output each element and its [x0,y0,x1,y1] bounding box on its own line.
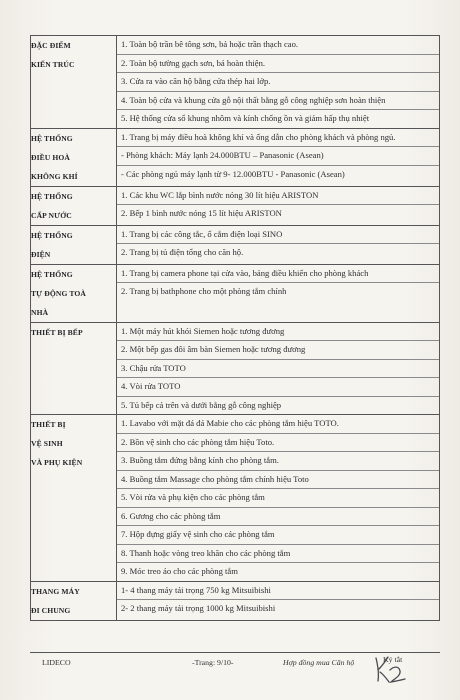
footer-company: LIDECO [42,658,71,667]
spec-item: 1. Lavabo với mặt đá đá Mabie cho các phòng tắm hiệu TOTO. [117,415,439,434]
spec-item: 1. Trang bị camera phone tại cửa vào, bảng điều khiển cho phòng khách [117,265,439,284]
spec-item: - Phòng khách: Máy lạnh 24.000BTU – Panasonic (Asean) [117,147,439,166]
spec-item: 7. Hộp đựng giấy vệ sinh cho các phòng tắm [117,526,439,545]
section-row [31,264,440,322]
section-heading-line: HỆ THỐNG [31,230,73,240]
spec-item: 5. Vòi rửa và phụ kiện cho các phòng tắm [117,489,439,508]
spec-item: 6. Gương cho các phòng tắm [117,508,439,527]
section-heading-line: THIẾT BỊ [31,420,66,429]
section-row [31,415,440,582]
spec-item: 2. Một bếp gas đôi âm bàn Siemen hoặc tương đương [117,341,439,360]
section-heading-line: CẤP NƯỚC [31,210,72,220]
section-heading-line: HỆ THỐNG [31,133,73,143]
spec-item: 2. Bồn vệ sinh cho các phòng tắm hiệu Toto. [117,434,439,453]
spec-item: 2. Toàn bộ tường gạch sơn, bả hoàn thiện. [117,55,439,74]
section-heading-line: ĐI CHUNG [31,605,71,615]
spec-item: 2- 2 thang máy tải trọng 1000 kg Mitsuibishi [121,603,276,613]
section-row [31,36,440,129]
spec-item: 2. Trang bị bathphone cho một phòng tắm chính [121,286,287,296]
spec-item: 1. Các khu WC lắp bình nước nóng 30 lít hiệu ARISTON [117,187,439,206]
specification-table [30,35,440,621]
section-row [31,581,440,620]
spec-item: 4. Vòi rửa TOTO [117,378,439,397]
footer-document-title: Hợp đồng mua Căn hộ [283,658,355,667]
section-heading-line: ĐIỀU HOÀ [31,152,70,162]
section-heading-line: KIẾN TRÚC [31,60,75,69]
spec-item: 1. Trang bị các công tắc, ổ cắm điện loại SINO [117,226,439,245]
section-items-cell [117,225,440,264]
spec-item: 1. Trang bị máy điều hoà không khí và ống dẫn cho phòng khách và phòng ngủ. [117,129,439,148]
spec-item: 4. Toàn bộ cửa và khung cửa gỗ nội thất bằng gỗ công nghiệp sơn hoàn thiện [117,92,439,111]
spec-item: 8. Thanh hoặc vòng treo khăn cho các phòng tắm [117,545,439,564]
section-heading-line: THANG MÁY [31,586,80,596]
spec-item: 3. Buồng tắm đứng bằng kính cho phòng tắm. [117,452,439,471]
section-heading-cell [31,581,117,620]
section-heading-cell [31,225,117,264]
spec-item: 9. Móc treo áo cho các phòng tắm [121,566,238,576]
section-heading-line: KHÔNG KHÍ [31,171,78,181]
section-heading-line: THIẾT BỊ BẾP [31,327,83,337]
section-heading-line: ĐIỆN [31,249,51,259]
section-heading-cell [31,36,117,129]
section-items-cell [117,264,440,322]
section-row [31,322,440,415]
section-items-cell [117,415,440,582]
spec-item: 5. Hệ thống cửa sổ khung nhôm và kính chống ồn và giảm hấp thụ nhiệt [121,113,370,123]
section-heading-cell [31,264,117,322]
section-heading-cell [31,322,117,415]
section-items-cell [117,322,440,415]
section-row [31,225,440,264]
section-row [31,128,440,186]
spec-item: 3. Chậu rửa TOTO [117,360,439,379]
section-heading-cell [31,415,117,582]
section-heading-cell [31,186,117,225]
footer-page-number: -Trang: 9/10- [192,658,234,667]
section-heading-line: HỆ THỐNG [31,269,73,279]
section-items-cell [117,581,440,620]
footer-sign-label: Ký tắt [383,655,403,664]
spec-item: 5. Tủ bếp cả trên và dưới bằng gỗ công nghiệp [121,399,282,410]
spec-item: 3. Cửa ra vào căn hộ bằng cửa thép hai lớp. [117,73,439,92]
section-items-cell [117,186,440,225]
spec-item: 2. Trang bị tủ điện tổng cho căn hộ. [121,247,244,257]
spec-item: 1- 4 thang máy tải trọng 750 kg Mitsuibishi [117,582,439,601]
section-heading-cell [31,128,117,186]
section-items-cell [117,36,440,129]
spec-item: 4. Buồng tắm Massage cho phòng tắm chính hiệu Toto [117,471,439,490]
spec-item: 1. Toàn bộ trần bê tông sơn, bả hoặc trần thạch cao. [117,36,439,55]
handwritten-initials-signature [370,648,410,688]
section-heading-line: NHÀ [31,307,49,317]
spec-item: - Các phòng ngủ máy lạnh từ 9- 12.000BTU - Panasonic (Asean) [121,168,345,179]
section-heading-line: VỆ SINH [31,439,63,448]
section-heading-line: VÀ PHỤ KIỆN [31,458,83,467]
section-row [31,186,440,225]
section-items-cell [117,128,440,186]
section-heading-line: ĐẶC ĐIỂM [31,41,71,50]
spec-item: 2. Bếp 1 bình nước nóng 15 lít hiệu ARISTON [121,208,282,218]
section-heading-line: TỰ ĐỘNG TOÀ [31,288,86,298]
spec-item: 1. Một máy hút khói Siemen hoặc tương đương [117,323,439,342]
section-heading-line: HỆ THỐNG [31,191,73,201]
